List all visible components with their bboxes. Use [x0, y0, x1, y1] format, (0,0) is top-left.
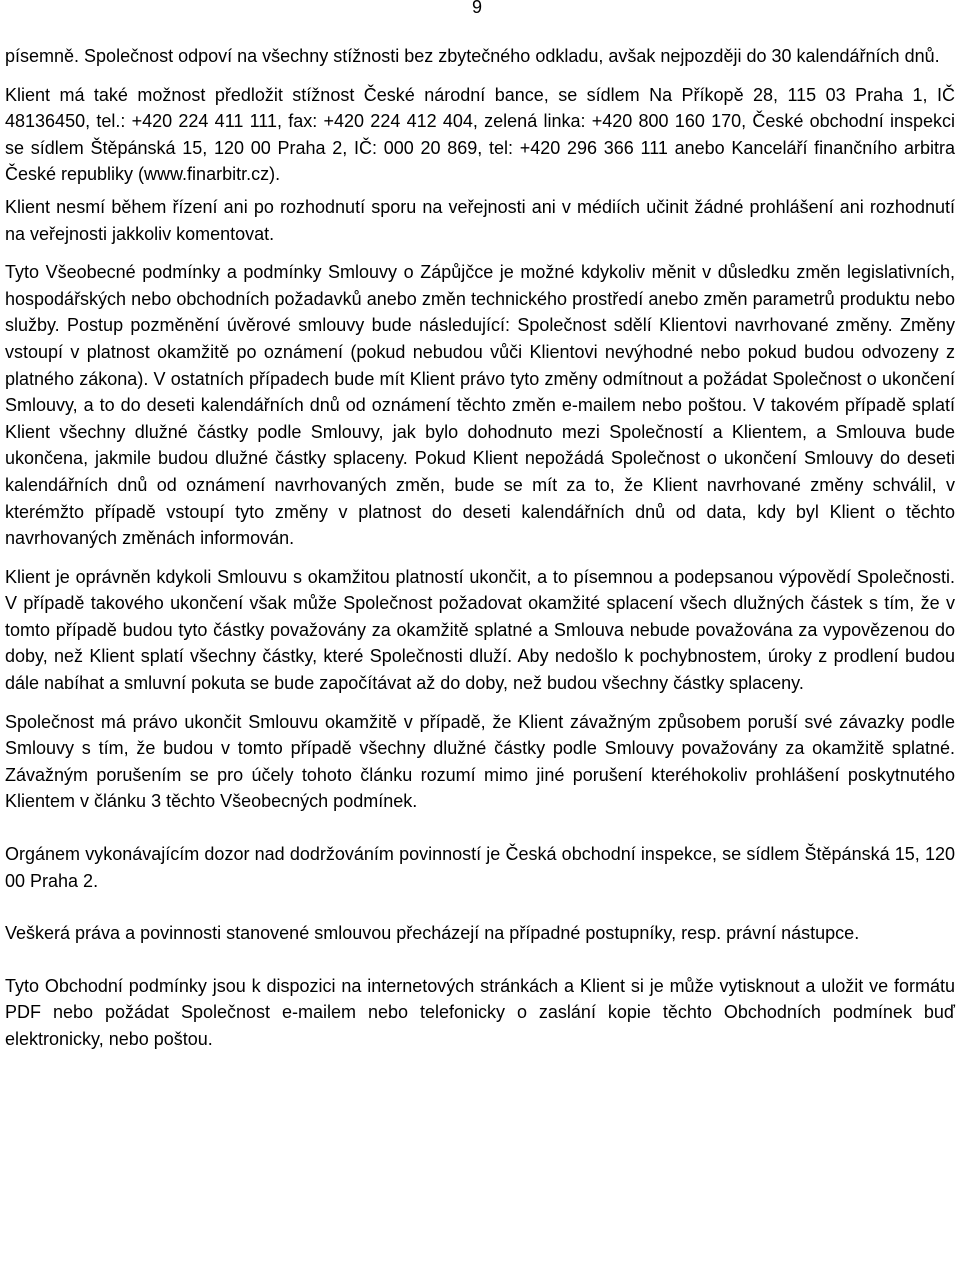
- paragraph-rights-transfer: Veškerá práva a povinnosti stanovené smlouvou přecházejí na případné postupníky, resp. právní nástupce.: [5, 923, 860, 944]
- paragraph-terms-changes: Tyto Všeobecné podmínky a podmínky Smlouvy o Zápůjčce je možné kdykoliv měnit v důsledku změn legislativních, hospodářských nebo obchodních požadavků anebo změn technického prostředí anebo změn parametrů produktu nebo služby. Postup pozměnění úvěrové smlouvy bude následující: Společnost sdělí Klientovi navrhované změny. Změny vstoupí v platnost okamžitě po oznámení (pokud nebudou vůči Klientovi nevýhodné nebo pokud budou odvozeny z platného zákona). V ostatních případech bude mít Klient právo tyto změny odmítnout a požádat Společnost o ukončení Smlouvy, a to do deseti kalendářních dnů od oznámení těchto změn e-mailem nebo poštou. V takovém případě splatí Klient všechny dlužné částky podle Smlouvy, jak bylo dohodnuto mezi Společností a Klientem, a Smlouva bude ukončena, jakmile budou dlužné částky splaceny. Pokud Klient nepožádá Společnost o ukončení Smlouvy do deseti kalendářních dnů od oznámení navrhovaných změn, bude se mít za to, že Klient navrhované změny schválil, v kterémžto případě vstoupí tyto změny v platnost do deseti kalendářních dnů od data, kdy byl Klient o těchto navrhovaných změnách informován.: [5, 262, 955, 549]
- page-number: 9: [472, 0, 483, 17]
- paragraph-terms-availability: Tyto Obchodní podmínky jsou k dispozici na internetových stránkách a Klient si je může vytisknout a uložit ve formátu PDF nebo požádat Společnost e-mailem nebo telefonicky o zaslání kopie těchto Obchodních podmínek buď elektronicky, nebo poštou.: [5, 975, 955, 1049]
- paragraph-complaint-deadline: písemně. Společnost odpoví na všechny stížnosti bez zbytečného odkladu, avšak nejpozději do 30 kalendářních dnů.: [5, 46, 940, 66]
- paragraph-supervisory-authority: Orgánem vykonávajícím dozor nad dodržováním povinností je Česká obchodní inspekce, se sídlem Štěpánská 15, 120 00 Praha 2.: [5, 844, 955, 891]
- paragraph-client-termination: Klient je oprávněn kdykoli Smlouvu s okamžitou platností ukončit, a to písemnou a podepsanou výpovědí Společnosti. V případě takového ukončení však může Společnost požadovat okamžité splacení všech dlužných částek s tím, že v tomto případě budou tyto částky považovány za okamžitě splatné a Smlouva nebude považována za vypovězenou do doby, než Klient splatí všechny částky, které Společnosti dluží. Aby nedošlo k pochybnostem, úroky z prodlení budou dále nabíhat a smluvní pokuta se bude započítávat až do doby, než budou všechny částky splaceny.: [5, 566, 955, 694]
- paragraph-no-public-statements: Klient nesmí během řízení ani po rozhodnutí sporu na veřejnosti ani v médiích učinit žádné prohlášení ani rozhodnutí na veřejnosti jakkoliv komentovat.: [5, 196, 955, 244]
- paragraph-company-termination: Společnost má právo ukončit Smlouvu okamžitě v případě, že Klient závažným způsobem poruší své závazky podle Smlouvy s tím, že budou v tomto případě všechny dlužné částky podle Smlouvy považovány za okamžitě splatné. Závažným porušením se pro účely tohoto článku rozumí mimo jiné porušení kteréhokoliv prohlášení poskytnutého Klientem v článku 3 těchto Všeobecných podmínek.: [5, 711, 955, 812]
- paragraph-complaint-authorities: Klient má také možnost předložit stížnost České národní bance, se sídlem Na Příkopě 28, 115 03 Praha 1, IČ 48136450, tel.: +420 224 411 111, fax: +420 224 412 404, zelená linka: +420 800 160 170, České obchodní inspekci se sídlem Štěpánská 15, 120 00 Praha 2, IČ: 000 20 869, tel: +420 296 366 111 anebo Kanceláří finančního arbitra České republiky (www.finarbitr.cz).: [5, 84, 955, 185]
- document-body: [5, 43, 955, 1053]
